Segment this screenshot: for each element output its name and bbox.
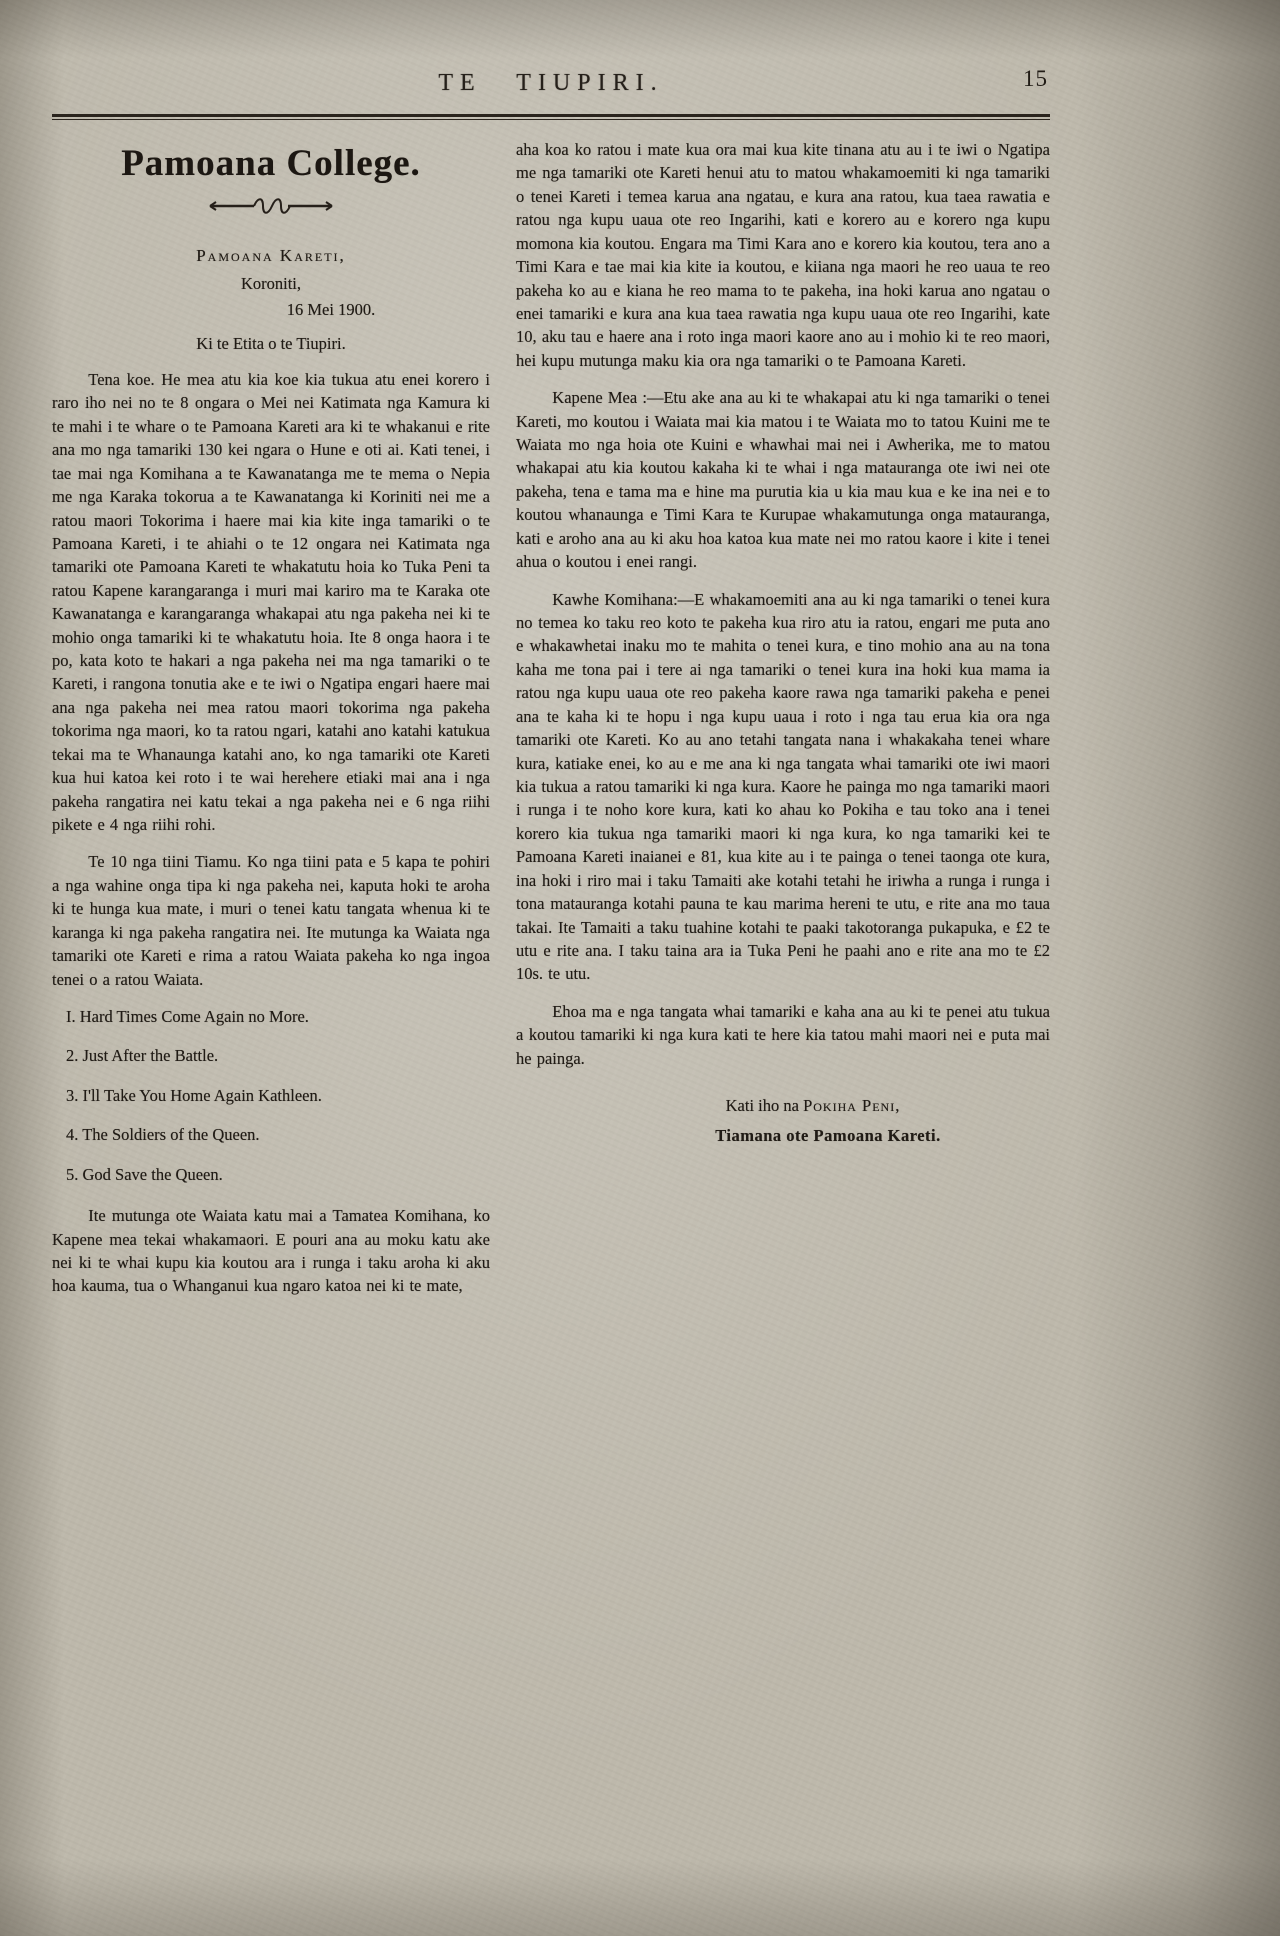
left-paragraph-1: Tena koe. He mea atu kia koe kia tukua atu enei korero i raro iho nei no te 8 ongara o Mei nei Katimata nga Kamura ki te mahi i te whare o te Pamoana Kareti ara ki te whakanui e rite ana mo nga tamariki 130 kei ngara o Hune e oti ai. Kati tenei, i tae mai nga Komihana a te Kawanatanga me te mema o Nepia me nga Karaka tokorua a te Kawanatanga ki Koriniti nei me a ratou maori Tokorima i haere mai kia kite inga tamariki o te Pamoana Kareti, i te ahiahi o te 12 ongara nei Katimata nga tamariki ote Pamoana Kareti te whakatutu hoia ko Tuka Peni ta ratou Kapene karangaranga i muri mai kariro ma te Karaka ote Kawanatanga e karangaranga whakapai atu nga pakeha nei ki te mohio onga tamariki ki te whakatutu hoia. Ite 8 onga haora i te po, kata koto te hakari a nga pakeha nei ma nga tamariki o te Kareti, i rangona tonutia ake e te iwi o Ngatipa engari haere mai ana nga pakeha nei mea ratou maori tokorima nga pakeha tokorima nga maori, ko ta ratou ngari, katahi ano katahi katukua tekai ma te Whanaunga katahi ano, ko nga tamariki ote Kareti kua hui katoa kei roto i te wai herehere etiaki mai ana i nga pakeha rangatira nei katu tekai a nga pakeha nei e 6 nga riihi pikete e 4 nga riihi rohi.: [52, 370, 490, 835]
salutation-line: Ki te Etita o te Tiupiri.: [196, 334, 346, 353]
signature-name: Pokiha Peni,: [803, 1096, 901, 1116]
byline-place: Koroniti,: [240, 274, 302, 293]
signature-prefix: Kati iho na: [725, 1096, 804, 1116]
right-column: [516, 138, 1050, 1146]
article-columns: [52, 138, 1050, 1312]
masthead-title: TE TIUPIRI.: [438, 70, 664, 96]
signature-title: Tiamana ote Pamoana Kareti.: [715, 1126, 941, 1146]
song-item-5: 5. God Save the Queen.: [66, 1164, 223, 1184]
song-item-4: 4. The Soldiers of the Queen.: [66, 1125, 260, 1145]
left-paragraph-3: Ite mutunga ote Waiata katu mai a Tamatea Komihana, ko Kapene mea tekai whakamaori. E pouri ana au moku katu ake nei ki te whai kupu kia koutou ara i runga i taku aroha ki aku hoa kauma, tua o Whanganui kua ngaro katoa nei ki te mate,: [52, 1206, 490, 1296]
song-item-2: 2. Just After the Battle.: [66, 1046, 219, 1066]
right-paragraph-1: aha koa ko ratou i mate kua ora mai kua kite tinana atu au i te iwi o Ngatipa me nga tamariki ote Kareti henui atu to matou whakamoemiti ki nga tamariki o tenei Kareti i temea karua ana ngatau, e kura ana ratou, kua taea rawatia e ratou nga kupu uaua ote reo Ingarihi, kati e korero au e korero nga kupu momona kia koutou. Engara ma Timi Kara ano e korero kia koutou, tera ano a Timi Kara e tae mai kia kite ia koutou, e kiiana nga maori he reo uaua te reo pakeha ko au e kiana he reo mama to te pakeha, ina hoki karua ano ngatau o enei tamariki e kura ana kua taea rawatia nga kupu uaua ote reo Ingarihi, kate 10, aku tau e haere ana i roto inga maori kaore ano au i mohio ki te reo maori, hei kupu mutunga maku kia ora nga tamariki o te Pamoana Kareti.: [516, 140, 1050, 370]
byline-organisation: Pamoana Kareti,: [196, 246, 346, 265]
song-list: [58, 1005, 490, 1186]
song-item-1: I. Hard Times Come Again no More.: [66, 1006, 309, 1026]
signature-line: [576, 1096, 1050, 1116]
right-paragraph-3: Kawhe Komihana:—E whakamoemiti ana au ki nga tamariki o tenei kura no temea ko taku reo koto te pakeha kua riro atu ia ratou, engari me puta ano e whakawhetai inaku mo te mahita o tenei kura, e tino mohio ana au na tona kaha me tona pai i tere ai nga tamariki o tenei kura ina hoki kua mama ia ratou nga kupu uaua ote reo pakeha kaore rawa nga tamariki pakeha e penei ana te kaha ki te hopu i nga kupu uaua i roto i nga tau erua kia ora nga tamariki ote Kareti. Ko au ano tetahi tangata nana i whakakaha tenei whare kura, katiake enei, ko au e me ana ki nga tangata whai tamariki ote iwi maori kia tukua a ratou tamariki ki nga kura. Kaore he painga mo nga tamariki maori i runga i te noho kore kura, kati ko ahau ko Pokiha e tau toko ana i tenei korero kia tukua nga tamariki maori ki nga kura, ko nga tamariki kei te Pamoana Kareti inaianei e 81, kua kite au i te painga o tenei taonga ote kura, ina hoki i riro mai i taku Tamaiti ake kotahi tetahi he iriwha a runga i runga i tona matauranga kotahi pauna te kau marima hereni te utu, e rite ana mo taua takai. Ite Tamaiti a taku tuahine kotahi te paaki takotoranga pukapuka, e £2 te utu e rite ana. I taku taina ara ia Tuka Peni he paahi ano e rite ana mo te £2 10s. te utu.: [516, 589, 1050, 984]
page-number: 15: [1023, 66, 1048, 91]
left-paragraph-2: Te 10 nga tiini Tiamu. Ko nga tiini pata e 5 kapa te pohiri a nga wahine onga tipa ki nga pakeha nei, kaputa hoki te aroha ki te hunga kua mate, i muri o tenei katu tangata whenua ki te karanga ki nga pakeha rangatira nei. Ite mutunga ka Waiata nga tamariki ote Kareti e rima a ratou Waiata pakeha ko nga ingoa tenei o a ratou Waiata.: [52, 852, 490, 989]
left-column: [52, 138, 490, 1312]
divider-ornament-icon: [52, 195, 490, 220]
article-title: Pamoana College.: [121, 143, 421, 184]
right-paragraph-2: Kapene Mea :—Etu ake ana au ki te whakapai atu ki nga tamariki o tenei Kareti, mo koutou i Waiata mai kia matou i te Waiata mo to tatou Kuini me te Waiata mo nga hoia ote Kuini e whawhai mai nei i Awherika, me to matou whakapai atu kia koutou kakaha ki te whai i nga matauranga ote iwi nei ote pakeha, tena e tama ma e hine ma purutia kia u kia mau kua e ke ina nei e to koutou whanaunga e Timi Kara te Kurupae whakamutunga onga matauranga, kati e aroho ana au ki aku hoa katoa kua mate nei mo ratou kaore i kite i tenei ahua o koutou i enei rangi.: [516, 388, 1050, 572]
byline-date: 16 Mei 1900.: [286, 300, 376, 319]
right-paragraph-4: Ehoa ma e nga tangata whai tamariki e kaha ana au ki te penei atu tukua a koutou tamariki ki nga kura kati te here kia tatou mahi maori nei e puta mai he painga.: [516, 1001, 1050, 1068]
running-head: [52, 66, 1050, 114]
song-item-3: 3. I'll Take You Home Again Kathleen.: [66, 1085, 322, 1105]
header-rule: [52, 114, 1050, 120]
